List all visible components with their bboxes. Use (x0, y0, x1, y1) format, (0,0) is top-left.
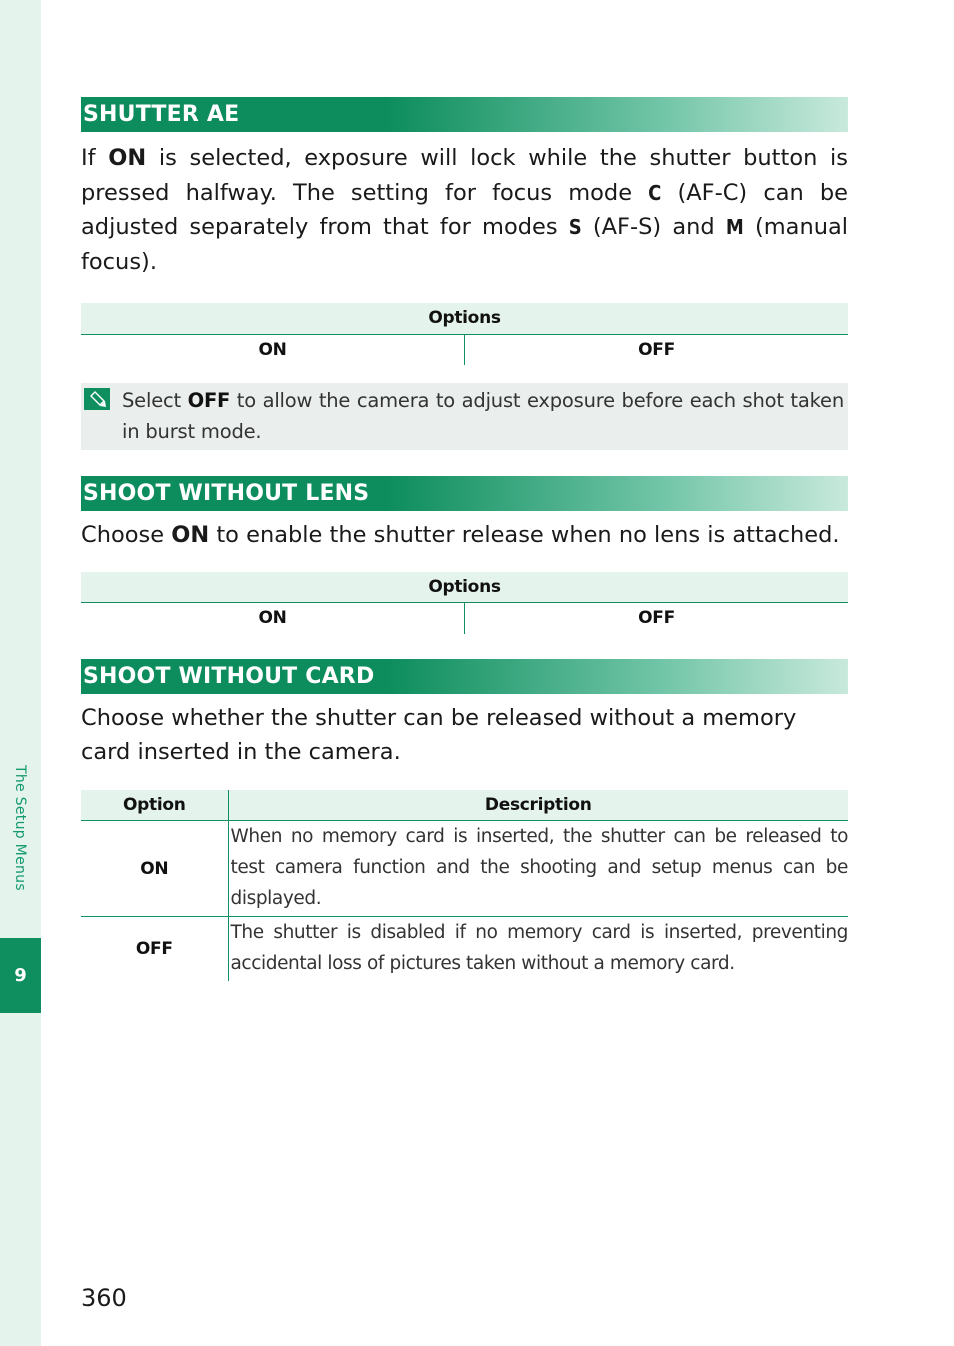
option-off: OFF (638, 339, 675, 360)
option-on: ON (81, 603, 465, 634)
table-row (81, 917, 848, 982)
column-header-option: Option (81, 790, 228, 821)
pencil-note-icon (83, 387, 111, 411)
column-header-description: Description (228, 790, 848, 821)
options-header: Options (81, 303, 848, 334)
options-header: Options (81, 572, 848, 603)
chapter-tab[interactable]: 9 (0, 938, 41, 1013)
note-box (81, 383, 848, 450)
table-row (81, 821, 848, 917)
section-heading-shoot-without-lens: SHOOT WITHOUT LENS (81, 476, 848, 511)
section-heading-shutter-ae: SHUTTER AE (81, 97, 848, 132)
page-number: 360 (81, 1284, 127, 1312)
side-strip (0, 0, 41, 1346)
row-option: ON (81, 821, 228, 917)
shutter-ae-options-table (81, 303, 848, 365)
option-off: OFF (638, 608, 675, 629)
note-text: Select OFF to allow the camera to adjust exposure before each shot taken in burst mode. (122, 389, 844, 443)
shoot-without-card-paragraph: Choose whether the shutter can be released without a memory card inserted in the camera. (81, 704, 797, 765)
row-description: The shutter is disabled if no memory card is inserted, preventing accidental loss of pictures taken without a memory card. (230, 922, 848, 974)
shutter-ae-paragraph: If ON is selected, exposure will lock while the shutter button is pressed halfway. The setting for focus mode C (AF-C) can be adjusted separately from that for modes S (AF-S) and M (manual focus). (81, 145, 848, 275)
page-content (81, 97, 848, 981)
shoot-without-lens-paragraph: Choose ON to enable the shutter release when no lens is attached. (81, 522, 840, 548)
chapter-label: The Setup Menus (12, 765, 28, 891)
shoot-without-card-table (81, 790, 848, 982)
section-heading-shoot-without-card: SHOOT WITHOUT CARD (81, 659, 848, 694)
option-on: ON (81, 334, 465, 365)
row-option: OFF (81, 917, 228, 982)
row-description: When no memory card is inserted, the shutter can be released to test camera function and the shooting and setup menus can be displayed. (228, 821, 848, 917)
shoot-without-lens-options-table (81, 572, 848, 634)
